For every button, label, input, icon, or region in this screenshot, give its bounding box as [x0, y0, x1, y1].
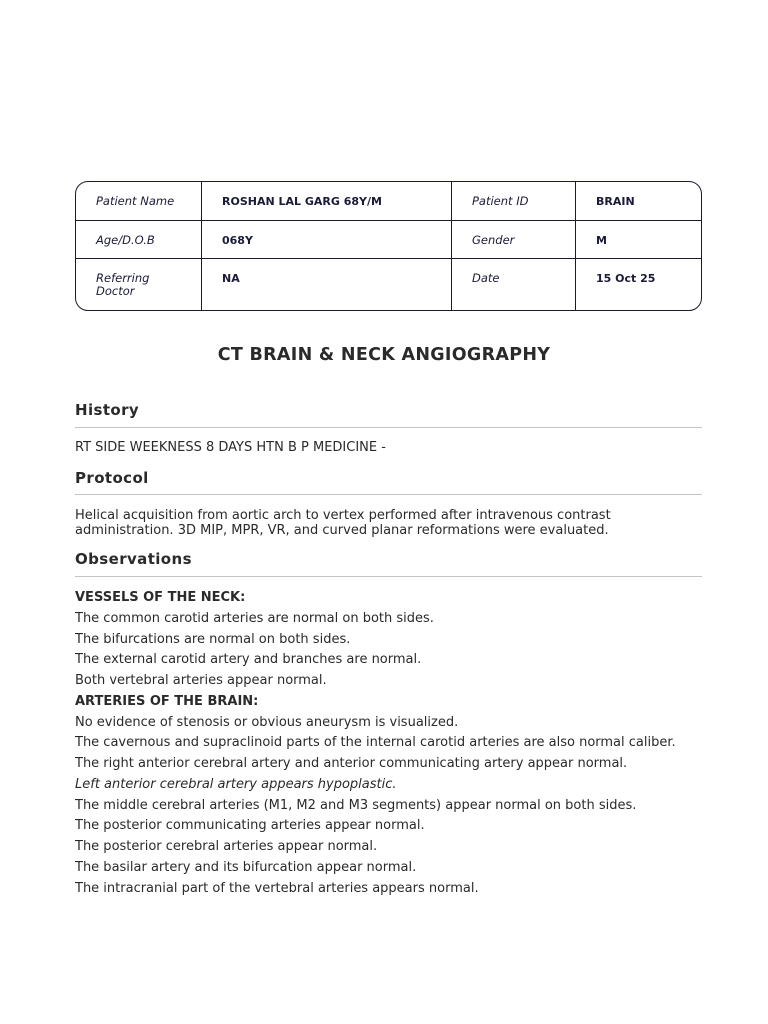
observations-divider [75, 576, 702, 577]
referring-doctor-label: Referring Doctor [76, 259, 202, 310]
protocol-divider [75, 494, 702, 495]
observation-line: Both vertebral arteries appear normal. [75, 673, 327, 688]
gender-value: M [596, 234, 607, 247]
observation-line: The bifurcations are normal on both sides. [75, 631, 351, 647]
patient-id-value: BRAIN [596, 195, 635, 208]
observations-heading: Observations [75, 550, 192, 568]
patient-info-row [76, 221, 701, 259]
date-label: Date [452, 259, 576, 310]
observation-line: The middle cerebral arteries (M1, M2 and M3 segments) appear normal on both sides. [75, 797, 637, 813]
protocol-text: Helical acquisition from aortic arch to vertex performed after intravenous contrast administration. 3D MIP, MPR, VR, and curved planar reformations were evaluated. [75, 508, 611, 538]
patient-info-table [75, 181, 702, 311]
protocol-heading: Protocol [75, 469, 149, 487]
referring-doctor-value: NA [202, 259, 452, 310]
observation-line: The external carotid artery and branches are normal. [75, 652, 422, 668]
patient-name-value: ROSHAN LAL GARG 68Y/M [202, 182, 452, 220]
patient-info-row [76, 182, 701, 221]
observation-line: The right anterior cerebral artery and anterior communicating artery appear normal. [75, 756, 628, 771]
age-dob-value: 068Y [202, 221, 452, 258]
age-dob-label: Age/D.O.B [76, 221, 202, 258]
observation-line: The common carotid arteries are normal on both sides. [75, 610, 434, 626]
observation-line: The basilar artery and its bifurcation appear normal. [75, 859, 417, 875]
history-text: RT SIDE WEEKNESS 8 DAYS HTN B P MEDICINE - [75, 440, 386, 455]
observation-line: The intracranial part of the vertebral arteries appears normal. [75, 880, 479, 896]
observation-line: The posterior communicating arteries appear normal. [75, 818, 425, 834]
observation-subheading: VESSELS OF THE NECK: [75, 590, 246, 605]
date-value: 15 Oct 25 [596, 272, 656, 285]
patient-id-label: Patient ID [452, 182, 576, 220]
observation-subheading: ARTERIES OF THE BRAIN: [75, 693, 259, 709]
observation-line: No evidence of stenosis or obvious aneurysm is visualized. [75, 714, 459, 730]
patient-info-row [76, 259, 701, 310]
observation-line: The cavernous and supraclinoid parts of the internal carotid arteries are also normal caliber. [75, 735, 676, 751]
gender-label: Gender [452, 221, 576, 258]
patient-name-label: Patient Name [76, 182, 202, 220]
observation-line: The posterior cerebral arteries appear normal. [75, 839, 378, 854]
history-divider [75, 427, 702, 428]
history-heading: History [75, 401, 140, 419]
report-title: CT BRAIN & NECK ANGIOGRAPHY [217, 345, 551, 365]
observation-line: Left anterior cerebral artery appears hypoplastic. [75, 776, 397, 792]
